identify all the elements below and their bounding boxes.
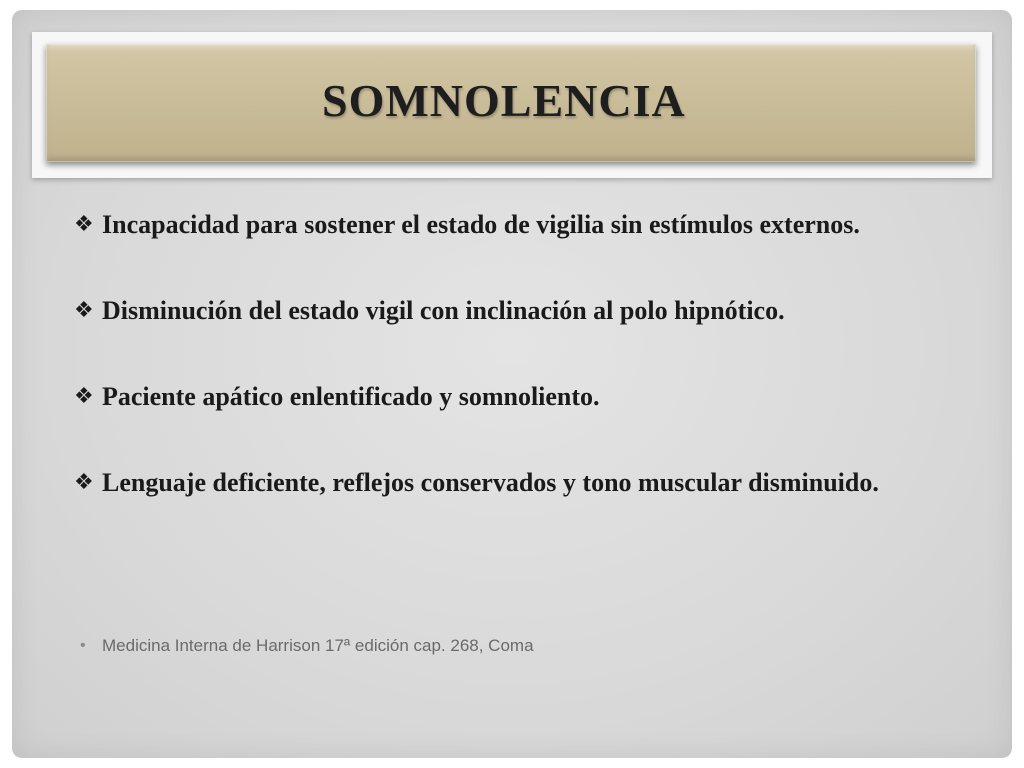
- slide: [12, 10, 1012, 758]
- bullet-item: [74, 206, 954, 244]
- reference-citation: [74, 634, 534, 658]
- dot-bullet-icon: •: [80, 637, 86, 654]
- diamond-bullet-icon: ❖: [74, 298, 94, 323]
- bullet-item: [74, 292, 954, 330]
- bullet-item: [74, 464, 954, 502]
- diamond-bullet-icon: ❖: [74, 212, 94, 237]
- title-frame: [32, 32, 992, 178]
- bullet-text: Lenguaje deficiente, reflejos conservados y tono muscular disminuido.: [102, 468, 879, 497]
- bullet-item: [74, 378, 954, 416]
- bullet-text: Paciente apático enlentificado y somnoliento.: [102, 382, 600, 411]
- title-bar: [46, 44, 976, 162]
- slide-title: SOMNOLENCIA: [322, 75, 686, 126]
- bullet-text: Disminución del estado vigil con inclinación al polo hipnótico.: [102, 296, 785, 325]
- diamond-bullet-icon: ❖: [74, 470, 94, 495]
- diamond-bullet-icon: ❖: [74, 384, 94, 409]
- reference-text: Medicina Interna de Harrison 17ª edición cap. 268, Coma: [102, 636, 534, 655]
- bullet-text: Incapacidad para sostener el estado de vigilia sin estímulos externos.: [102, 210, 860, 239]
- bullet-list: [74, 206, 954, 550]
